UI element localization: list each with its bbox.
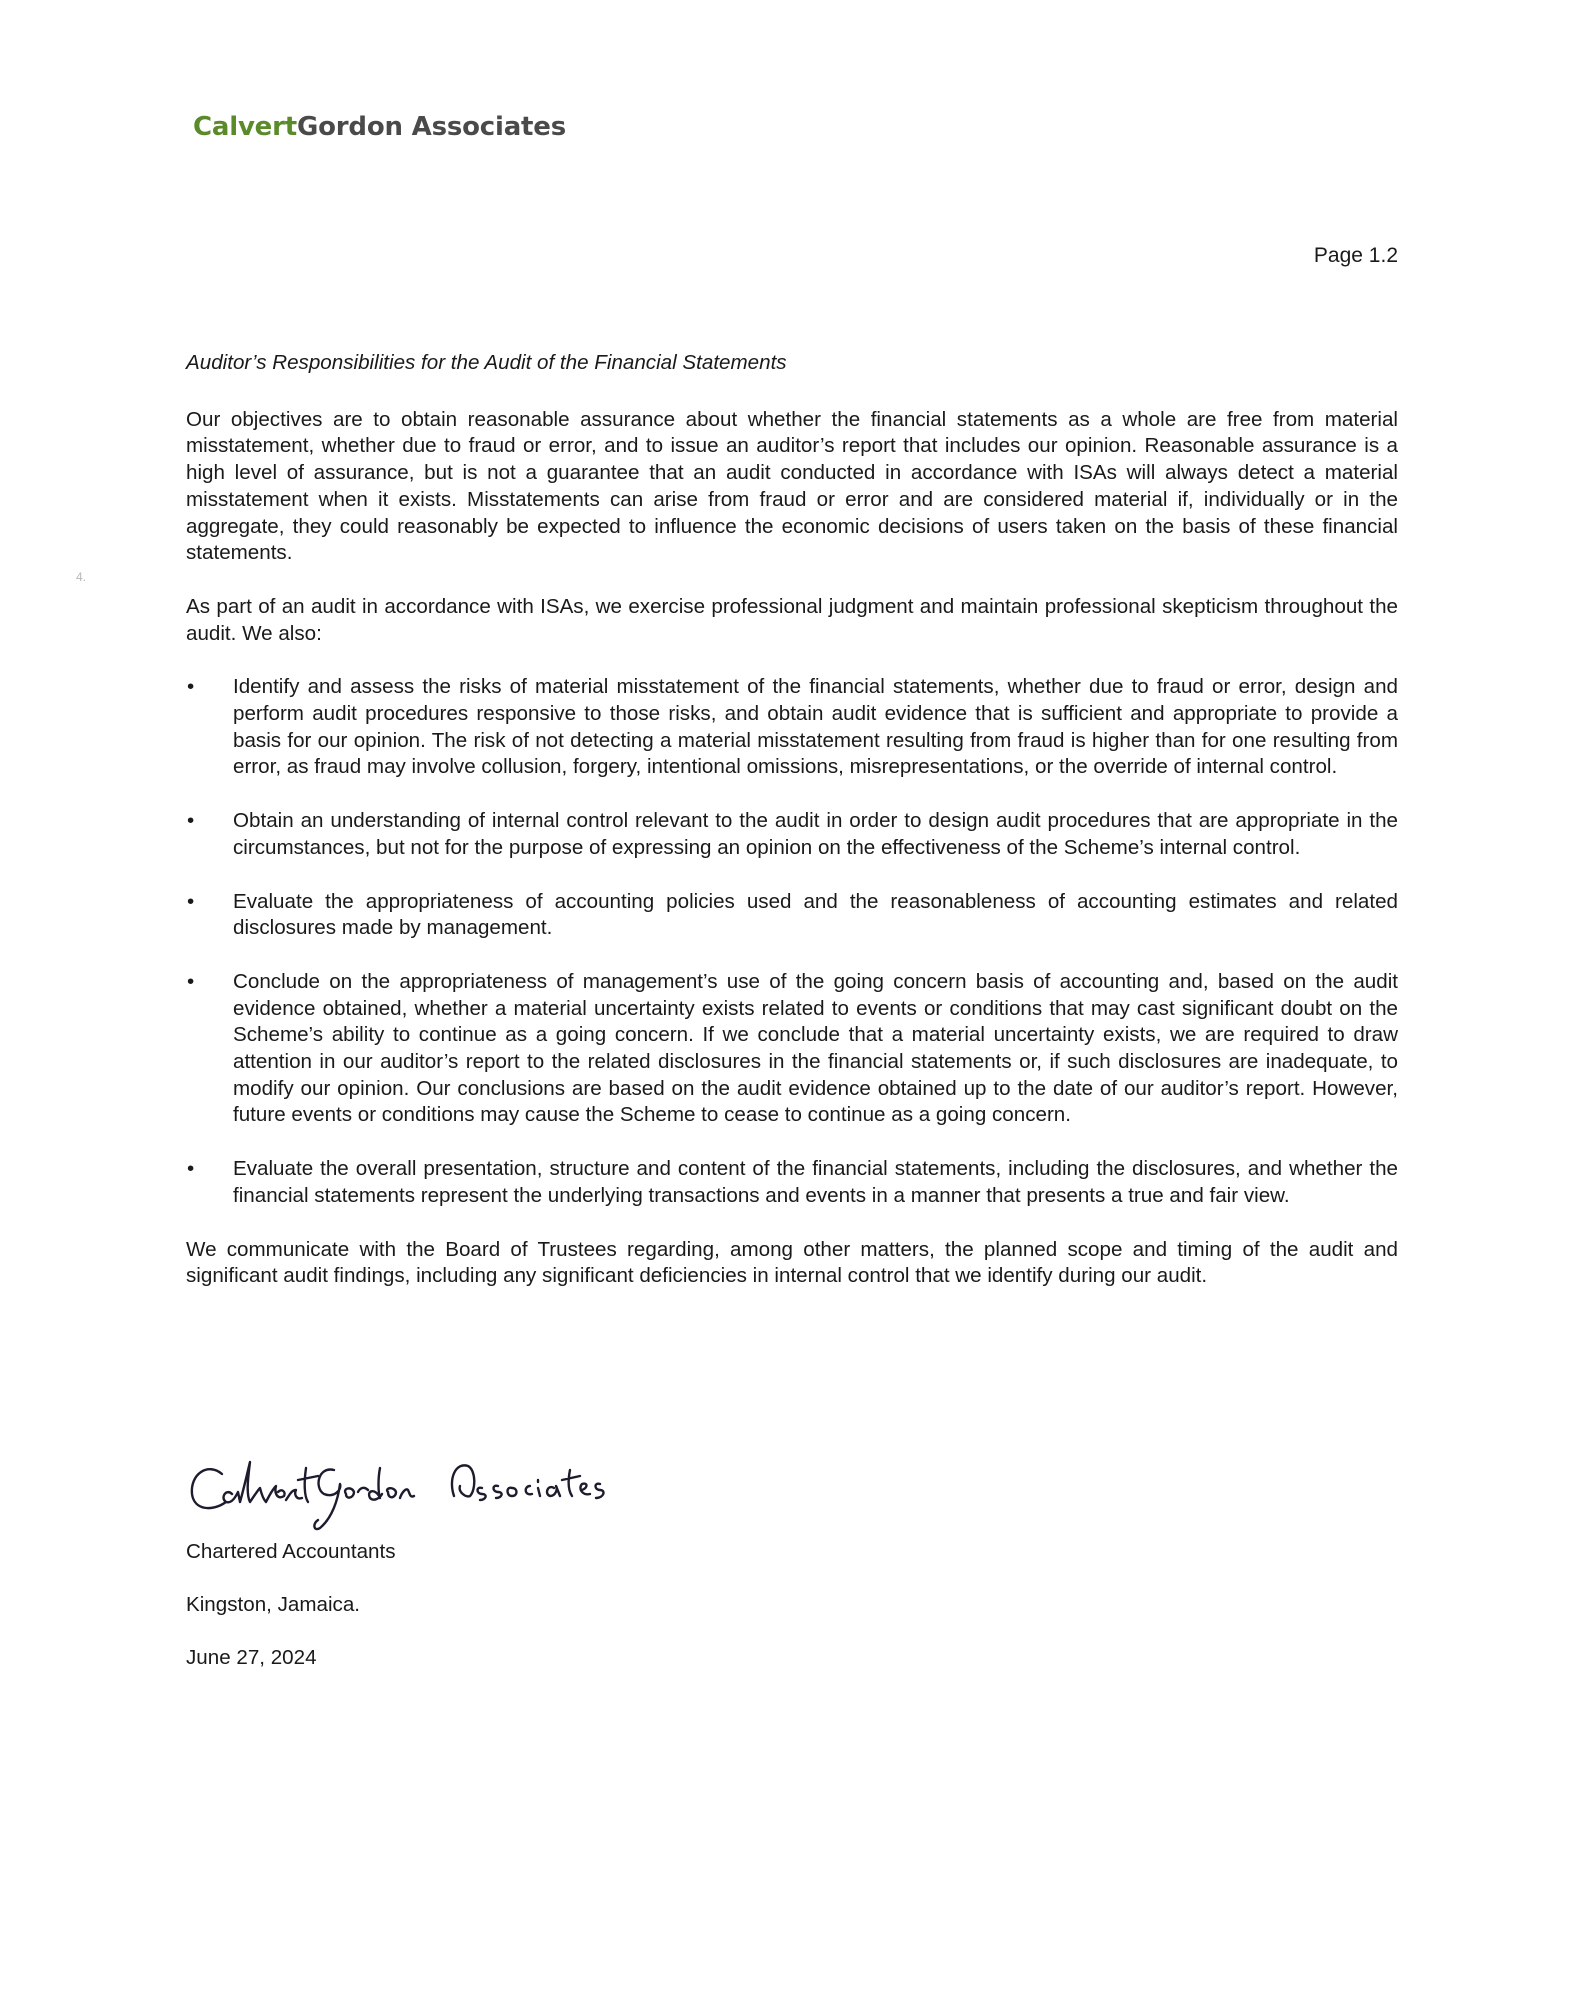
signature-stroke: [224, 1462, 302, 1502]
list-item-text: Evaluate the appropriateness of accounting policies used and the reasonableness of accounting estimates and related disclosures made by management.: [233, 889, 1398, 940]
firm-letterhead: [193, 112, 566, 142]
letterhead-brand-gray: Gordon Associates: [296, 112, 566, 142]
communication-paragraph: We communicate with the Board of Trustees regarding, among other matters, the planned scope and timing of the audit and significant audit findings, including any significant deficiencies in internal control that we identify during our audit.: [186, 1237, 1398, 1288]
objectives-paragraph: Our objectives are to obtain reasonable assurance about whether the financial statements as a whole are free from material misstatement, whether due to fraud or error, and to issue an auditor’s report that includes our opinion. Reasonable assurance is a high level of assurance, but is not a guarantee that an audit conducted in accordance with ISAs will always detect a material misstatement when it exists. Misstatements can arise from fraud or error and are considered material if, individually or in the aggregate, they could reasonably be expected to influence the economic decisions of users taken on the basis of these financial statements.: [186, 407, 1398, 565]
section-heading: Auditor’s Responsibilities for the Audit of the Financial Statements: [186, 351, 787, 374]
page-number: Page 1.2: [1313, 244, 1398, 267]
bullet-icon: •: [187, 675, 195, 699]
list-item: [186, 808, 1398, 861]
firm-title: Chartered Accountants: [186, 1540, 396, 1563]
report-date: June 27, 2024: [186, 1646, 317, 1669]
audit-approach-paragraph: As part of an audit in accordance with ISAs, we exercise professional judgment and maintain professional skepticism throughout the audit. We also:: [186, 594, 1398, 645]
responsibilities-list: [186, 674, 1398, 1209]
bullet-icon: •: [187, 889, 195, 913]
signature-stroke: [345, 1468, 414, 1500]
signature-stroke: [452, 1465, 604, 1500]
list-item: [186, 889, 1398, 942]
list-item-text: Evaluate the overall presentation, structure and content of the financial statements, including the disclosures, and whether the financial statements represent the underlying transactions and events in a manner that presents a true and fair view.: [233, 1157, 1398, 1207]
margin-mark: 4.: [76, 570, 87, 584]
signature-stroke: [298, 1468, 318, 1502]
list-item-text: Conclude on the appropriateness of management’s use of the going concern basis of accounting and, based on the audit evidence obtained, whether a material uncertainty exists related to events or conditions that may cast significant doubt on the Scheme’s ability to continue as a going concern. If we conclude that a material uncertainty exists, we are required to draw attention in our auditor’s report to the related disclosures in the financial statements or, if such disclosures are inadequate, to modify our opinion. Our conclusions are based on the audit evidence obtained up to the date of our auditor’s report. However, future events or conditions may cause the Scheme to cease to continue as a going concern.: [233, 969, 1398, 1127]
handwritten-signature: [186, 1448, 606, 1538]
list-item: [186, 969, 1398, 1129]
signature-block: [186, 1539, 396, 1698]
report-body: [186, 350, 1398, 1317]
bullet-icon: •: [187, 1157, 195, 1181]
list-item-text: Identify and assess the risks of material misstatement of the financial statements, whether due to fraud or error, design and perform audit procedures responsive to those risks, and obtain audit evidence that is sufficient and appropriate to provide a basis for our opinion. The risk of not detecting a material misstatement resulting from fraud is higher than for one resulting from error, as fraud may involve collusion, forgery, intentional omissions, misrepresentations, or the override of internal control.: [233, 675, 1398, 779]
list-item: [186, 1156, 1398, 1209]
bullet-icon: •: [187, 969, 195, 993]
signature-stroke: [192, 1469, 226, 1508]
letterhead-brand-green: Calvert: [193, 112, 297, 142]
list-item: [186, 674, 1398, 781]
bullet-icon: •: [187, 809, 195, 833]
signature-stroke: [314, 1470, 340, 1530]
list-item-text: Obtain an understanding of internal control relevant to the audit in order to design audit procedures that are appropriate in the circumstances, but not for the purpose of expressing an opinion on the effectiveness of the Scheme’s internal control.: [233, 809, 1398, 859]
firm-location: Kingston, Jamaica.: [186, 1593, 360, 1616]
